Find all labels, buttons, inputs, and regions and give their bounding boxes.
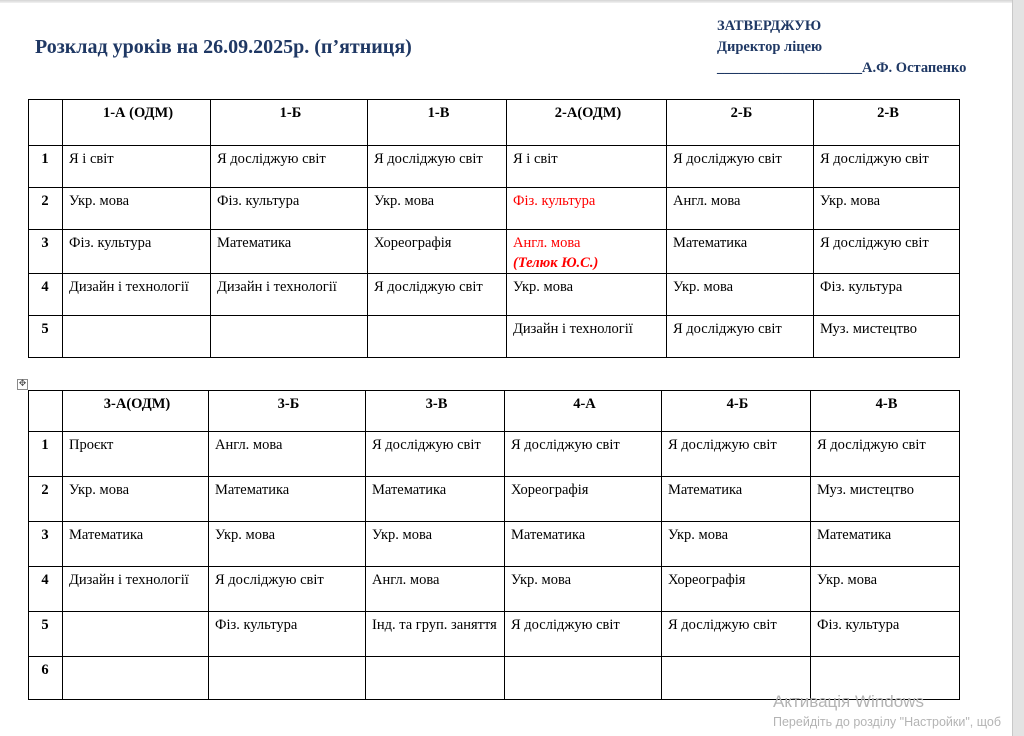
lesson-cell: Я досліджую світ bbox=[662, 432, 811, 477]
table-row bbox=[29, 567, 960, 612]
table-row bbox=[29, 230, 960, 274]
approval-block bbox=[717, 16, 966, 79]
lesson-cell: Укр. мова bbox=[814, 188, 960, 230]
lesson-cell bbox=[209, 657, 366, 700]
lesson-cell bbox=[211, 316, 368, 358]
lesson-cell bbox=[366, 657, 505, 700]
lesson-cell: Математика bbox=[211, 230, 368, 274]
lesson-cell: Дизайн і технології bbox=[63, 567, 209, 612]
class-header: 4-А bbox=[505, 391, 662, 432]
lesson-cell: Математика bbox=[63, 522, 209, 567]
lesson-cell: Я досліджую світ bbox=[814, 146, 960, 188]
class-header: 3-А(ОДМ) bbox=[63, 391, 209, 432]
schedule-table-grades-3-4 bbox=[28, 390, 960, 700]
class-header: 3-В bbox=[366, 391, 505, 432]
lesson-cell: Я досліджую світ bbox=[366, 432, 505, 477]
table-row bbox=[29, 316, 960, 358]
lesson-cell: Я досліджую світ bbox=[368, 274, 507, 316]
director-name: А.Ф. Остапенко bbox=[862, 60, 967, 76]
page-title: Розклад уроків на 26.09.2025р. (п’ятниця) bbox=[35, 36, 412, 58]
lesson-cell: Я і світ bbox=[63, 146, 211, 188]
scrollbar[interactable] bbox=[1012, 0, 1024, 736]
lesson-cell bbox=[63, 612, 209, 657]
class-header: 2-А(ОДМ) bbox=[507, 100, 667, 146]
lesson-cell: Дизайн і технології bbox=[63, 274, 211, 316]
table-header-row bbox=[29, 100, 960, 146]
lesson-cell: Я досліджую світ bbox=[209, 567, 366, 612]
lesson-cell: Укр. мова bbox=[662, 522, 811, 567]
lesson-cell: Укр. мова bbox=[63, 477, 209, 522]
lesson-cell: Укр. мова bbox=[368, 188, 507, 230]
lesson-number: 2 bbox=[29, 477, 63, 522]
lesson-cell bbox=[63, 316, 211, 358]
lesson-number: 5 bbox=[29, 316, 63, 358]
lesson-number: 1 bbox=[29, 146, 63, 188]
table-header-row bbox=[29, 391, 960, 432]
class-header: 2-Б bbox=[667, 100, 814, 146]
lesson-cell: Дизайн і технології bbox=[507, 316, 667, 358]
lesson-cell: Я досліджую світ bbox=[662, 612, 811, 657]
lesson-cell: Укр. мова bbox=[505, 567, 662, 612]
class-header: 1-Б bbox=[211, 100, 368, 146]
class-header: 1-В bbox=[368, 100, 507, 146]
lesson-number: 3 bbox=[29, 230, 63, 274]
schedule-table-grades-1-2 bbox=[28, 99, 960, 358]
lesson-cell: Укр. мова bbox=[63, 188, 211, 230]
lesson-cell: Укр. мова bbox=[366, 522, 505, 567]
lesson-cell: Англ. мова bbox=[667, 188, 814, 230]
class-header: 3-Б bbox=[209, 391, 366, 432]
watermark-title: Активація Windows bbox=[773, 692, 924, 711]
corner-cell bbox=[29, 391, 63, 432]
lesson-cell: Муз. мистецтво bbox=[811, 477, 960, 522]
windows-activation-watermark bbox=[773, 691, 1001, 731]
watermark-subtitle: Перейдіть до розділу "Настройки", щоб bbox=[773, 715, 1001, 729]
lesson-cell: Математика bbox=[667, 230, 814, 274]
table-row bbox=[29, 612, 960, 657]
lesson-cell: Математика bbox=[366, 477, 505, 522]
lesson-cell: Муз. мистецтво bbox=[814, 316, 960, 358]
lesson-number: 5 bbox=[29, 612, 63, 657]
lesson-cell: Англ. мова bbox=[209, 432, 366, 477]
lesson-cell: Фіз. культура bbox=[814, 274, 960, 316]
lesson-cell: Фіз. культура bbox=[811, 612, 960, 657]
lesson-cell bbox=[368, 316, 507, 358]
class-header: 4-Б bbox=[662, 391, 811, 432]
approval-position: Директор ліцею bbox=[717, 39, 823, 55]
lesson-cell: Я досліджую світ bbox=[814, 230, 960, 274]
class-header: 1-А (ОДМ) bbox=[63, 100, 211, 146]
lesson-number: 2 bbox=[29, 188, 63, 230]
lesson-cell: Хореографія bbox=[368, 230, 507, 274]
lesson-cell: Укр. мова bbox=[811, 567, 960, 612]
approval-heading: ЗАТВЕРДЖУЮ bbox=[717, 18, 822, 34]
lesson-cell: Фіз. культура bbox=[63, 230, 211, 274]
lesson-number: 3 bbox=[29, 522, 63, 567]
lesson-cell: Англ. мова bbox=[366, 567, 505, 612]
lesson-cell: Хореографія bbox=[662, 567, 811, 612]
lesson-number: 6 bbox=[29, 657, 63, 700]
lesson-cell: Математика bbox=[662, 477, 811, 522]
table-row bbox=[29, 188, 960, 230]
approval-signature bbox=[717, 58, 966, 79]
table-row bbox=[29, 522, 960, 567]
lesson-cell: Я досліджую світ bbox=[211, 146, 368, 188]
move-arrows-icon[interactable]: ✥ bbox=[18, 379, 27, 389]
lesson-cell: Укр. мова bbox=[507, 274, 667, 316]
table-row bbox=[29, 432, 960, 477]
lesson-cell: Я досліджую світ bbox=[667, 316, 814, 358]
lesson-cell: Проєкт bbox=[63, 432, 209, 477]
lesson-cell: Я досліджую світ bbox=[811, 432, 960, 477]
lesson-cell: Математика bbox=[209, 477, 366, 522]
lesson-cell: Математика bbox=[811, 522, 960, 567]
lesson-cell-changed: Фіз. культура bbox=[507, 188, 667, 230]
lesson-cell: Я і світ bbox=[507, 146, 667, 188]
table-row bbox=[29, 477, 960, 522]
class-header: 2-В bbox=[814, 100, 960, 146]
lesson-cell bbox=[63, 657, 209, 700]
lesson-cell bbox=[505, 657, 662, 700]
lesson-cell: Інд. та груп. заняття bbox=[366, 612, 505, 657]
signature-line: ____________________ bbox=[717, 60, 862, 76]
lesson-cell: Я досліджую світ bbox=[505, 432, 662, 477]
table-row bbox=[29, 274, 960, 316]
teacher-note: (Телюк Ю.С.) bbox=[513, 255, 599, 271]
class-header: 4-В bbox=[811, 391, 960, 432]
lesson-cell: Фіз. культура bbox=[211, 188, 368, 230]
lesson-cell: Я досліджую світ bbox=[368, 146, 507, 188]
lesson-cell: Хореографія bbox=[505, 477, 662, 522]
lesson-cell: Укр. мова bbox=[667, 274, 814, 316]
table-row bbox=[29, 146, 960, 188]
lesson-cell: Дизайн і технології bbox=[211, 274, 368, 316]
page-top-edge bbox=[0, 0, 1012, 3]
lesson-number: 4 bbox=[29, 274, 63, 316]
lesson-cell: Фіз. культура bbox=[209, 612, 366, 657]
lesson-number: 1 bbox=[29, 432, 63, 477]
lesson-cell: Укр. мова bbox=[209, 522, 366, 567]
lesson-cell: Я досліджую світ bbox=[667, 146, 814, 188]
corner-cell bbox=[29, 100, 63, 146]
lesson-subject: Англ. мова bbox=[513, 235, 581, 251]
lesson-cell-changed bbox=[507, 230, 667, 274]
lesson-cell: Я досліджую світ bbox=[505, 612, 662, 657]
lesson-cell: Математика bbox=[505, 522, 662, 567]
lesson-number: 4 bbox=[29, 567, 63, 612]
